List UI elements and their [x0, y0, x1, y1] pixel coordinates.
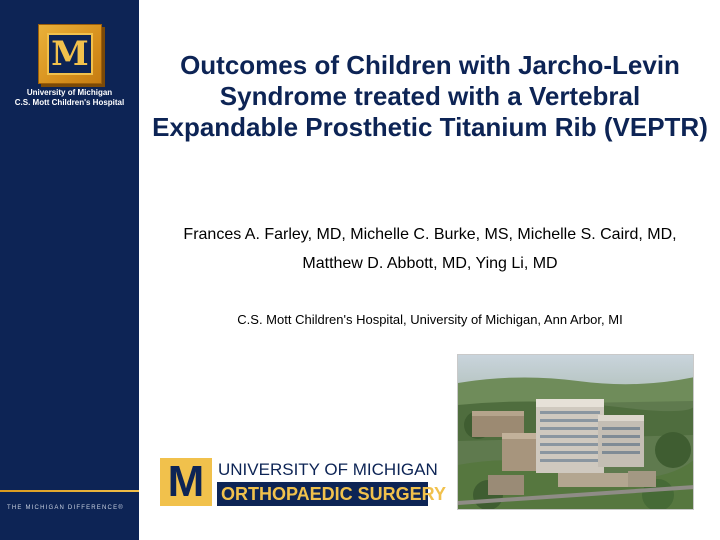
- sidebar-divider: [0, 490, 139, 492]
- ortho-university-name: UNIVERSITY OF MICHIGAN: [218, 460, 438, 479]
- hospital-logo-line-1: University of Michigan: [26, 88, 113, 97]
- affiliation: C.S. Mott Children's Hospital, University of Michigan, Ann Arbor, MI: [237, 312, 623, 327]
- hospital-logo-line-2: C.S. Mott Children's Hospital: [14, 98, 125, 107]
- ortho-m-letter: M: [167, 457, 205, 506]
- block-m-logo: [38, 24, 102, 84]
- sidebar: [0, 0, 139, 540]
- author-list: Frances A. Farley, MD, Michelle C. Burke, MS, Michelle S. Caird, MD, Matthew D. Abbott, MD, Ying Li, MD: [183, 226, 677, 272]
- ortho-department-name: ORTHOPAEDIC SURGERY: [217, 482, 428, 506]
- michigan-difference-tagline: THE MICHIGAN DIFFERENCE®: [7, 505, 124, 511]
- hospital-logo-text: [4, 88, 135, 108]
- m-logo-letter: M: [47, 33, 93, 75]
- ortho-block-m: [160, 458, 212, 506]
- orthopaedic-surgery-logo: [160, 457, 447, 506]
- hospital-aerial-photo: [457, 354, 694, 510]
- slide-title: Outcomes of Children with Jarcho-Levin Syndrome treated with a Vertebral Expandable Prosthetic Titanium Rib (VEPTR): [152, 50, 708, 142]
